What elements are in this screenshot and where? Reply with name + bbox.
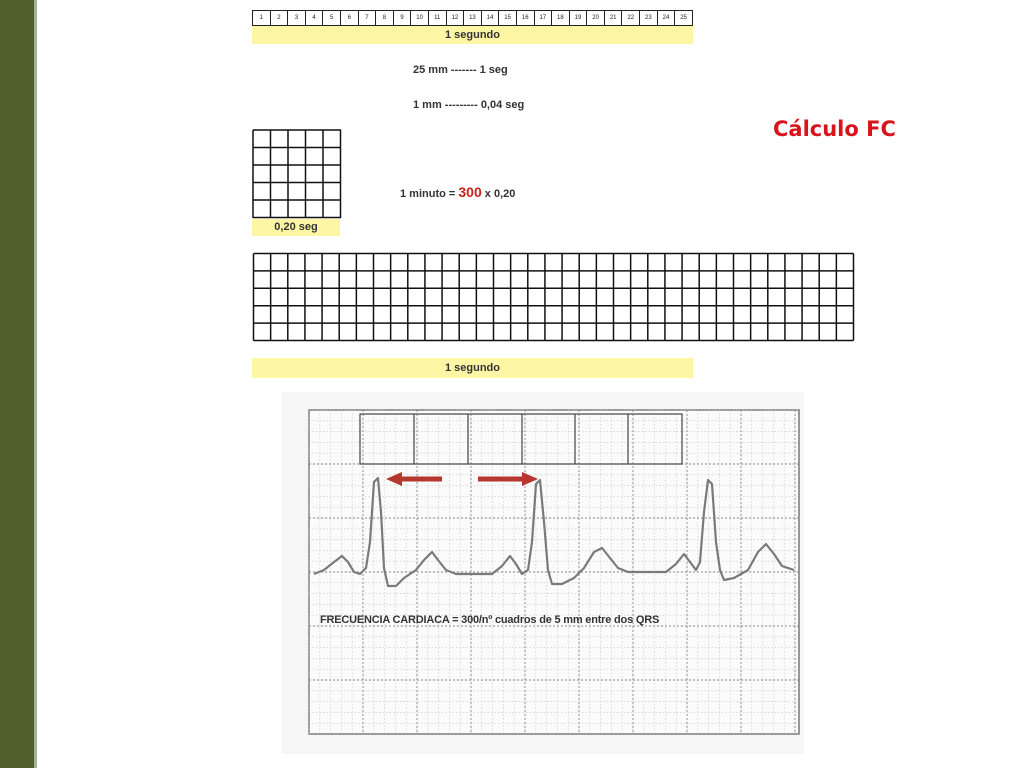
grid-number-cell: 16 <box>517 11 535 25</box>
grid-number-cell: 5 <box>323 11 341 25</box>
conversion-line-2: 1 mm --------- 0,04 seg <box>413 99 525 111</box>
grid-number-cell: 19 <box>570 11 588 25</box>
grid-number-cell: 24 <box>658 11 676 25</box>
grid-number-cell: 15 <box>499 11 517 25</box>
grid-number-cell: 10 <box>411 11 429 25</box>
sidebar-bar <box>0 0 34 768</box>
grid-number-cell: 8 <box>376 11 394 25</box>
grid-number-cell: 12 <box>447 11 465 25</box>
formula-suffix: x 0,20 <box>484 188 516 200</box>
numbered-grid <box>252 10 693 26</box>
grid-number-cell: 3 <box>288 11 306 25</box>
one-second-band-bottom: 1 segundo <box>252 358 693 378</box>
heart-rate-caption: FRECUENCIA CARDIACA = 300/nº cuadros de 5 mm entre dos QRS <box>320 614 660 626</box>
one-second-band-top: 1 segundo <box>252 26 693 44</box>
grid-number-cell: 11 <box>429 11 447 25</box>
formula-value: 300 <box>458 184 482 200</box>
grid-number-cell: 2 <box>271 11 289 25</box>
formula <box>400 184 515 200</box>
grid-number-cell: 21 <box>605 11 623 25</box>
sidebar-edge <box>34 0 37 768</box>
grid-number-cell: 22 <box>622 11 640 25</box>
conversion-line-1: 25 mm ------- 1 seg <box>413 64 508 76</box>
large-grid <box>252 252 855 342</box>
grid-number-cell: 7 <box>359 11 377 25</box>
grid-number-cell: 20 <box>587 11 605 25</box>
small-grid <box>252 129 342 219</box>
formula-prefix: 1 minuto = <box>400 188 456 200</box>
grid-number-cell: 9 <box>394 11 412 25</box>
grid-number-cell: 25 <box>680 15 687 21</box>
grid-number-cell: 23 <box>640 11 658 25</box>
grid-number-cell: 1 <box>253 11 271 25</box>
grid-number-cell: 14 <box>482 11 500 25</box>
grid-number-cell: 13 <box>464 11 482 25</box>
small-grid-label: 0,20 seg <box>252 219 340 236</box>
ecg-strip <box>282 392 804 754</box>
grid-number-cell: 6 <box>341 11 359 25</box>
slide-title: Cálculo FC <box>773 117 896 141</box>
grid-number-cell: 4 <box>306 11 324 25</box>
ecg-paper <box>282 392 804 754</box>
grid-number-cell: 17 <box>535 11 553 25</box>
grid-number-cell: 18 <box>552 11 570 25</box>
